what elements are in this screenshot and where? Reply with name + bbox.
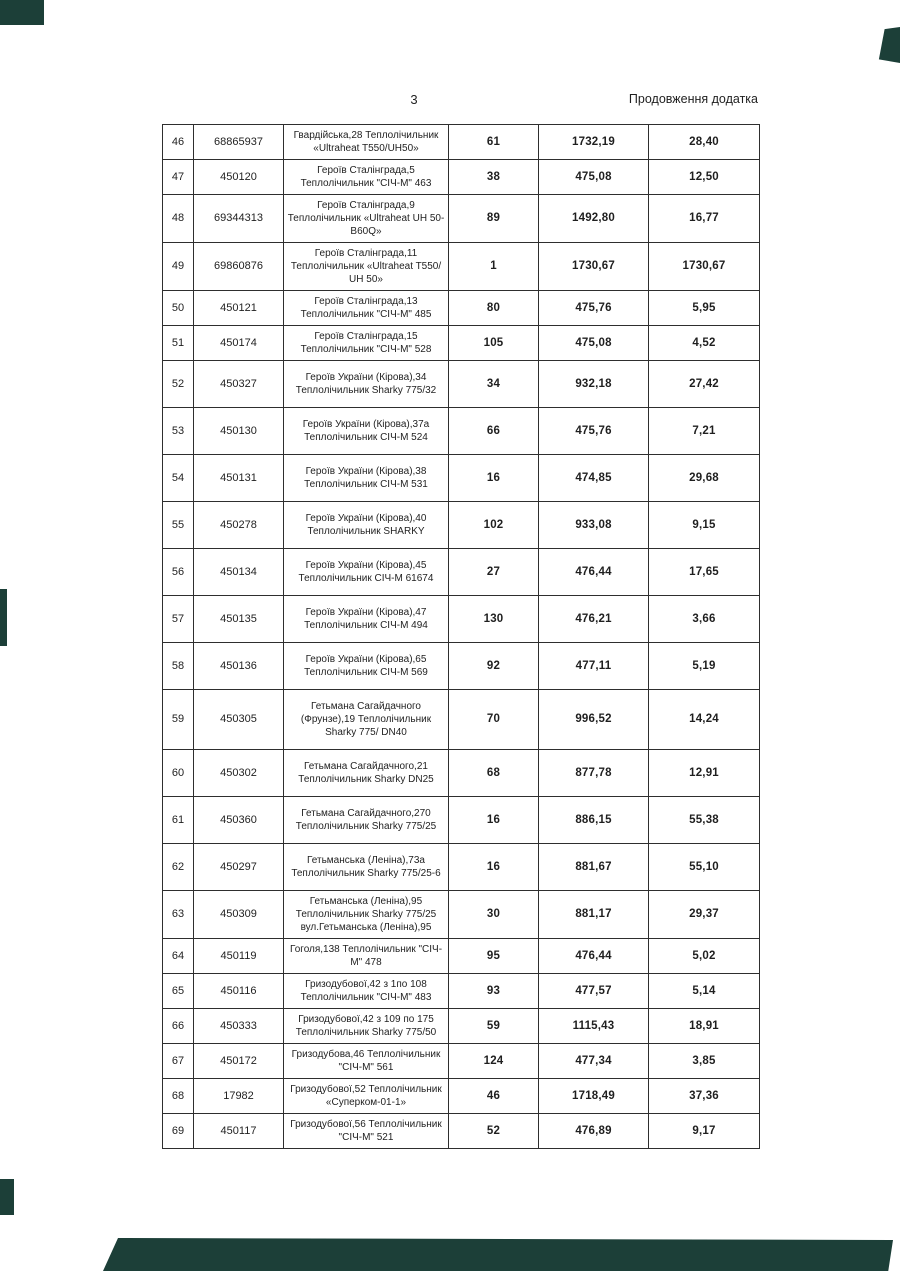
amount: 474,85 bbox=[539, 455, 649, 502]
page-number: 3 bbox=[410, 92, 418, 107]
table-row bbox=[163, 690, 760, 750]
amount: 1115,43 bbox=[539, 1009, 649, 1044]
scan-artifact-bottom-left bbox=[0, 1179, 14, 1215]
amount: 476,89 bbox=[539, 1114, 649, 1149]
meter-code: 450120 bbox=[194, 160, 284, 195]
table-row bbox=[163, 1044, 760, 1079]
amount: 877,78 bbox=[539, 750, 649, 797]
amount: 932,18 bbox=[539, 361, 649, 408]
row-number: 54 bbox=[163, 455, 194, 502]
amount-per-unit: 9,17 bbox=[649, 1114, 760, 1149]
apartment-count: 89 bbox=[449, 195, 539, 243]
row-number: 62 bbox=[163, 844, 194, 891]
row-number: 53 bbox=[163, 408, 194, 455]
table-row bbox=[163, 1009, 760, 1044]
address-and-meter: Героїв Сталінграда,11 Теплолічильник «Ultraheat T550/ UH 50» bbox=[284, 243, 449, 291]
row-number: 68 bbox=[163, 1079, 194, 1114]
meter-code: 69860876 bbox=[194, 243, 284, 291]
table-row bbox=[163, 596, 760, 643]
amount-per-unit: 17,65 bbox=[649, 549, 760, 596]
meter-code: 450297 bbox=[194, 844, 284, 891]
apartment-count: 16 bbox=[449, 844, 539, 891]
meters-table-body bbox=[163, 125, 760, 1149]
row-number: 63 bbox=[163, 891, 194, 939]
amount-per-unit: 55,38 bbox=[649, 797, 760, 844]
row-number: 47 bbox=[163, 160, 194, 195]
meter-code: 450136 bbox=[194, 643, 284, 690]
meter-code: 450333 bbox=[194, 1009, 284, 1044]
row-number: 59 bbox=[163, 690, 194, 750]
table-row bbox=[163, 974, 760, 1009]
apartment-count: 16 bbox=[449, 455, 539, 502]
apartment-count: 124 bbox=[449, 1044, 539, 1079]
row-number: 69 bbox=[163, 1114, 194, 1149]
amount: 477,11 bbox=[539, 643, 649, 690]
apartment-count: 95 bbox=[449, 939, 539, 974]
address-and-meter: Гетьмана Сагайдачного,21 Теплолічильник Sharky DN25 bbox=[284, 750, 449, 797]
address-and-meter: Героїв Сталінграда,9 Теплолічильник «Ultraheat UH 50-B60Q» bbox=[284, 195, 449, 243]
address-and-meter: Героїв Сталінграда,5 Теплолічильник "СІЧ-М" 463 bbox=[284, 160, 449, 195]
apartment-count: 80 bbox=[449, 291, 539, 326]
meter-code: 450302 bbox=[194, 750, 284, 797]
address-and-meter: Гризодубова,46 Теплолічильник "СІЧ-М" 561 bbox=[284, 1044, 449, 1079]
address-and-meter: Героїв України (Кірова),47 Теплолічильник СІЧ-М 494 bbox=[284, 596, 449, 643]
amount: 1732,19 bbox=[539, 125, 649, 160]
apartment-count: 34 bbox=[449, 361, 539, 408]
apartment-count: 66 bbox=[449, 408, 539, 455]
address-and-meter: Гризодубової,56 Теплолічильник "СІЧ-М" 521 bbox=[284, 1114, 449, 1149]
address-and-meter: Героїв України (Кірова),38 Теплолічильник СІЧ-М 531 bbox=[284, 455, 449, 502]
apartment-count: 38 bbox=[449, 160, 539, 195]
scan-artifact-top-right bbox=[878, 27, 900, 63]
row-number: 57 bbox=[163, 596, 194, 643]
row-number: 65 bbox=[163, 974, 194, 1009]
apartment-count: 93 bbox=[449, 974, 539, 1009]
meter-code: 450309 bbox=[194, 891, 284, 939]
table-row bbox=[163, 291, 760, 326]
row-number: 46 bbox=[163, 125, 194, 160]
address-and-meter: Гризодубової,42 з 1по 108 Теплолічильник "СІЧ-М" 483 bbox=[284, 974, 449, 1009]
apartment-count: 105 bbox=[449, 326, 539, 361]
amount-per-unit: 5,95 bbox=[649, 291, 760, 326]
table-row bbox=[163, 455, 760, 502]
continuation-note: Продовження додатка bbox=[628, 92, 758, 106]
apartment-count: 59 bbox=[449, 1009, 539, 1044]
meter-code: 450121 bbox=[194, 291, 284, 326]
row-number: 52 bbox=[163, 361, 194, 408]
row-number: 64 bbox=[163, 939, 194, 974]
amount-per-unit: 12,50 bbox=[649, 160, 760, 195]
amount: 476,44 bbox=[539, 939, 649, 974]
meter-code: 450135 bbox=[194, 596, 284, 643]
address-and-meter: Гетьмана Сагайдачного (Фрунзе),19 Теплолічильник Sharky 775/ DN40 bbox=[284, 690, 449, 750]
amount: 1492,80 bbox=[539, 195, 649, 243]
amount-per-unit: 1730,67 bbox=[649, 243, 760, 291]
address-and-meter: Героїв України (Кірова),45 Теплолічильник СІЧ-М 61674 bbox=[284, 549, 449, 596]
address-and-meter: Героїв Сталінграда,13 Теплолічильник "СІЧ-М" 485 bbox=[284, 291, 449, 326]
apartment-count: 16 bbox=[449, 797, 539, 844]
amount-per-unit: 9,15 bbox=[649, 502, 760, 549]
row-number: 66 bbox=[163, 1009, 194, 1044]
meter-code: 17982 bbox=[194, 1079, 284, 1114]
table-row bbox=[163, 243, 760, 291]
row-number: 49 bbox=[163, 243, 194, 291]
amount-per-unit: 5,14 bbox=[649, 974, 760, 1009]
amount-per-unit: 16,77 bbox=[649, 195, 760, 243]
table-row bbox=[163, 549, 760, 596]
apartment-count: 102 bbox=[449, 502, 539, 549]
row-number: 50 bbox=[163, 291, 194, 326]
table-row bbox=[163, 939, 760, 974]
table-row bbox=[163, 643, 760, 690]
amount-per-unit: 37,36 bbox=[649, 1079, 760, 1114]
amount: 476,21 bbox=[539, 596, 649, 643]
table-row bbox=[163, 797, 760, 844]
amount: 475,08 bbox=[539, 160, 649, 195]
amount: 476,44 bbox=[539, 549, 649, 596]
amount-per-unit: 29,68 bbox=[649, 455, 760, 502]
meter-code: 450131 bbox=[194, 455, 284, 502]
amount-per-unit: 27,42 bbox=[649, 361, 760, 408]
scan-artifact-top-left bbox=[0, 0, 44, 25]
table-row bbox=[163, 1079, 760, 1114]
amount: 886,15 bbox=[539, 797, 649, 844]
address-and-meter: Гетьманська (Леніна),73а Теплолічильник Sharky 775/25-6 bbox=[284, 844, 449, 891]
apartment-count: 30 bbox=[449, 891, 539, 939]
apartment-count: 61 bbox=[449, 125, 539, 160]
amount: 477,57 bbox=[539, 974, 649, 1009]
table-row bbox=[163, 160, 760, 195]
amount-per-unit: 4,52 bbox=[649, 326, 760, 361]
row-number: 51 bbox=[163, 326, 194, 361]
table-row bbox=[163, 125, 760, 160]
amount-per-unit: 14,24 bbox=[649, 690, 760, 750]
meter-code: 450360 bbox=[194, 797, 284, 844]
address-and-meter: Героїв України (Кірова),65 Теплолічильник СІЧ-М 569 bbox=[284, 643, 449, 690]
address-and-meter: Героїв України (Кірова),34 Теплолічильник Sharky 775/32 bbox=[284, 361, 449, 408]
meter-code: 450278 bbox=[194, 502, 284, 549]
table-row bbox=[163, 502, 760, 549]
table-row bbox=[163, 361, 760, 408]
row-number: 67 bbox=[163, 1044, 194, 1079]
amount: 881,67 bbox=[539, 844, 649, 891]
amount-per-unit: 3,85 bbox=[649, 1044, 760, 1079]
amount: 1718,49 bbox=[539, 1079, 649, 1114]
amount-per-unit: 29,37 bbox=[649, 891, 760, 939]
meters-table bbox=[162, 124, 760, 1149]
scan-artifact-bottom-bar bbox=[103, 1238, 893, 1271]
address-and-meter: Гоголя,138 Теплолічильник "СІЧ-М" 478 bbox=[284, 939, 449, 974]
amount: 475,76 bbox=[539, 291, 649, 326]
table-row bbox=[163, 408, 760, 455]
amount: 477,34 bbox=[539, 1044, 649, 1079]
amount: 996,52 bbox=[539, 690, 649, 750]
apartment-count: 130 bbox=[449, 596, 539, 643]
meter-code: 450174 bbox=[194, 326, 284, 361]
apartment-count: 46 bbox=[449, 1079, 539, 1114]
row-number: 61 bbox=[163, 797, 194, 844]
meter-code: 450327 bbox=[194, 361, 284, 408]
amount-per-unit: 12,91 bbox=[649, 750, 760, 797]
apartment-count: 92 bbox=[449, 643, 539, 690]
meter-code: 450117 bbox=[194, 1114, 284, 1149]
table-row bbox=[163, 326, 760, 361]
meter-code: 450119 bbox=[194, 939, 284, 974]
amount-per-unit: 18,91 bbox=[649, 1009, 760, 1044]
amount: 475,76 bbox=[539, 408, 649, 455]
amount-per-unit: 55,10 bbox=[649, 844, 760, 891]
apartment-count: 68 bbox=[449, 750, 539, 797]
table-row bbox=[163, 750, 760, 797]
meter-code: 68865937 bbox=[194, 125, 284, 160]
scan-artifact-left-edge bbox=[0, 589, 7, 646]
apartment-count: 70 bbox=[449, 690, 539, 750]
row-number: 60 bbox=[163, 750, 194, 797]
row-number: 48 bbox=[163, 195, 194, 243]
address-and-meter: Гризодубової,42 з 109 по 175 Теплолічильник Sharky 775/50 bbox=[284, 1009, 449, 1044]
apartment-count: 27 bbox=[449, 549, 539, 596]
amount-per-unit: 5,19 bbox=[649, 643, 760, 690]
address-and-meter: Гвардійська,28 Теплолічильник «Ultraheat T550/UH50» bbox=[284, 125, 449, 160]
table-row bbox=[163, 1114, 760, 1149]
meter-code: 450116 bbox=[194, 974, 284, 1009]
address-and-meter: Героїв Сталінграда,15 Теплолічильник "СІЧ-М" 528 bbox=[284, 326, 449, 361]
amount-per-unit: 5,02 bbox=[649, 939, 760, 974]
amount-per-unit: 7,21 bbox=[649, 408, 760, 455]
table-row bbox=[163, 844, 760, 891]
address-and-meter: Героїв України (Кірова),37а Теплолічильник СІЧ-М 524 bbox=[284, 408, 449, 455]
meter-code: 69344313 bbox=[194, 195, 284, 243]
meter-code: 450134 bbox=[194, 549, 284, 596]
amount: 475,08 bbox=[539, 326, 649, 361]
table-row bbox=[163, 891, 760, 939]
table-row bbox=[163, 195, 760, 243]
apartment-count: 52 bbox=[449, 1114, 539, 1149]
address-and-meter: Гетьмана Сагайдачного,270 Теплолічильник Sharky 775/25 bbox=[284, 797, 449, 844]
amount: 881,17 bbox=[539, 891, 649, 939]
apartment-count: 1 bbox=[449, 243, 539, 291]
row-number: 58 bbox=[163, 643, 194, 690]
row-number: 55 bbox=[163, 502, 194, 549]
address-and-meter: Гетьманська (Леніна),95 Теплолічильник Sharky 775/25 вул.Гетьманська (Леніна),95 bbox=[284, 891, 449, 939]
address-and-meter: Гризодубової,52 Теплолічильник «Суперком-01-1» bbox=[284, 1079, 449, 1114]
meter-code: 450172 bbox=[194, 1044, 284, 1079]
amount: 1730,67 bbox=[539, 243, 649, 291]
amount-per-unit: 3,66 bbox=[649, 596, 760, 643]
amount-per-unit: 28,40 bbox=[649, 125, 760, 160]
meter-code: 450130 bbox=[194, 408, 284, 455]
amount: 933,08 bbox=[539, 502, 649, 549]
address-and-meter: Героїв України (Кірова),40 Теплолічильник SHARKY bbox=[284, 502, 449, 549]
row-number: 56 bbox=[163, 549, 194, 596]
meter-code: 450305 bbox=[194, 690, 284, 750]
